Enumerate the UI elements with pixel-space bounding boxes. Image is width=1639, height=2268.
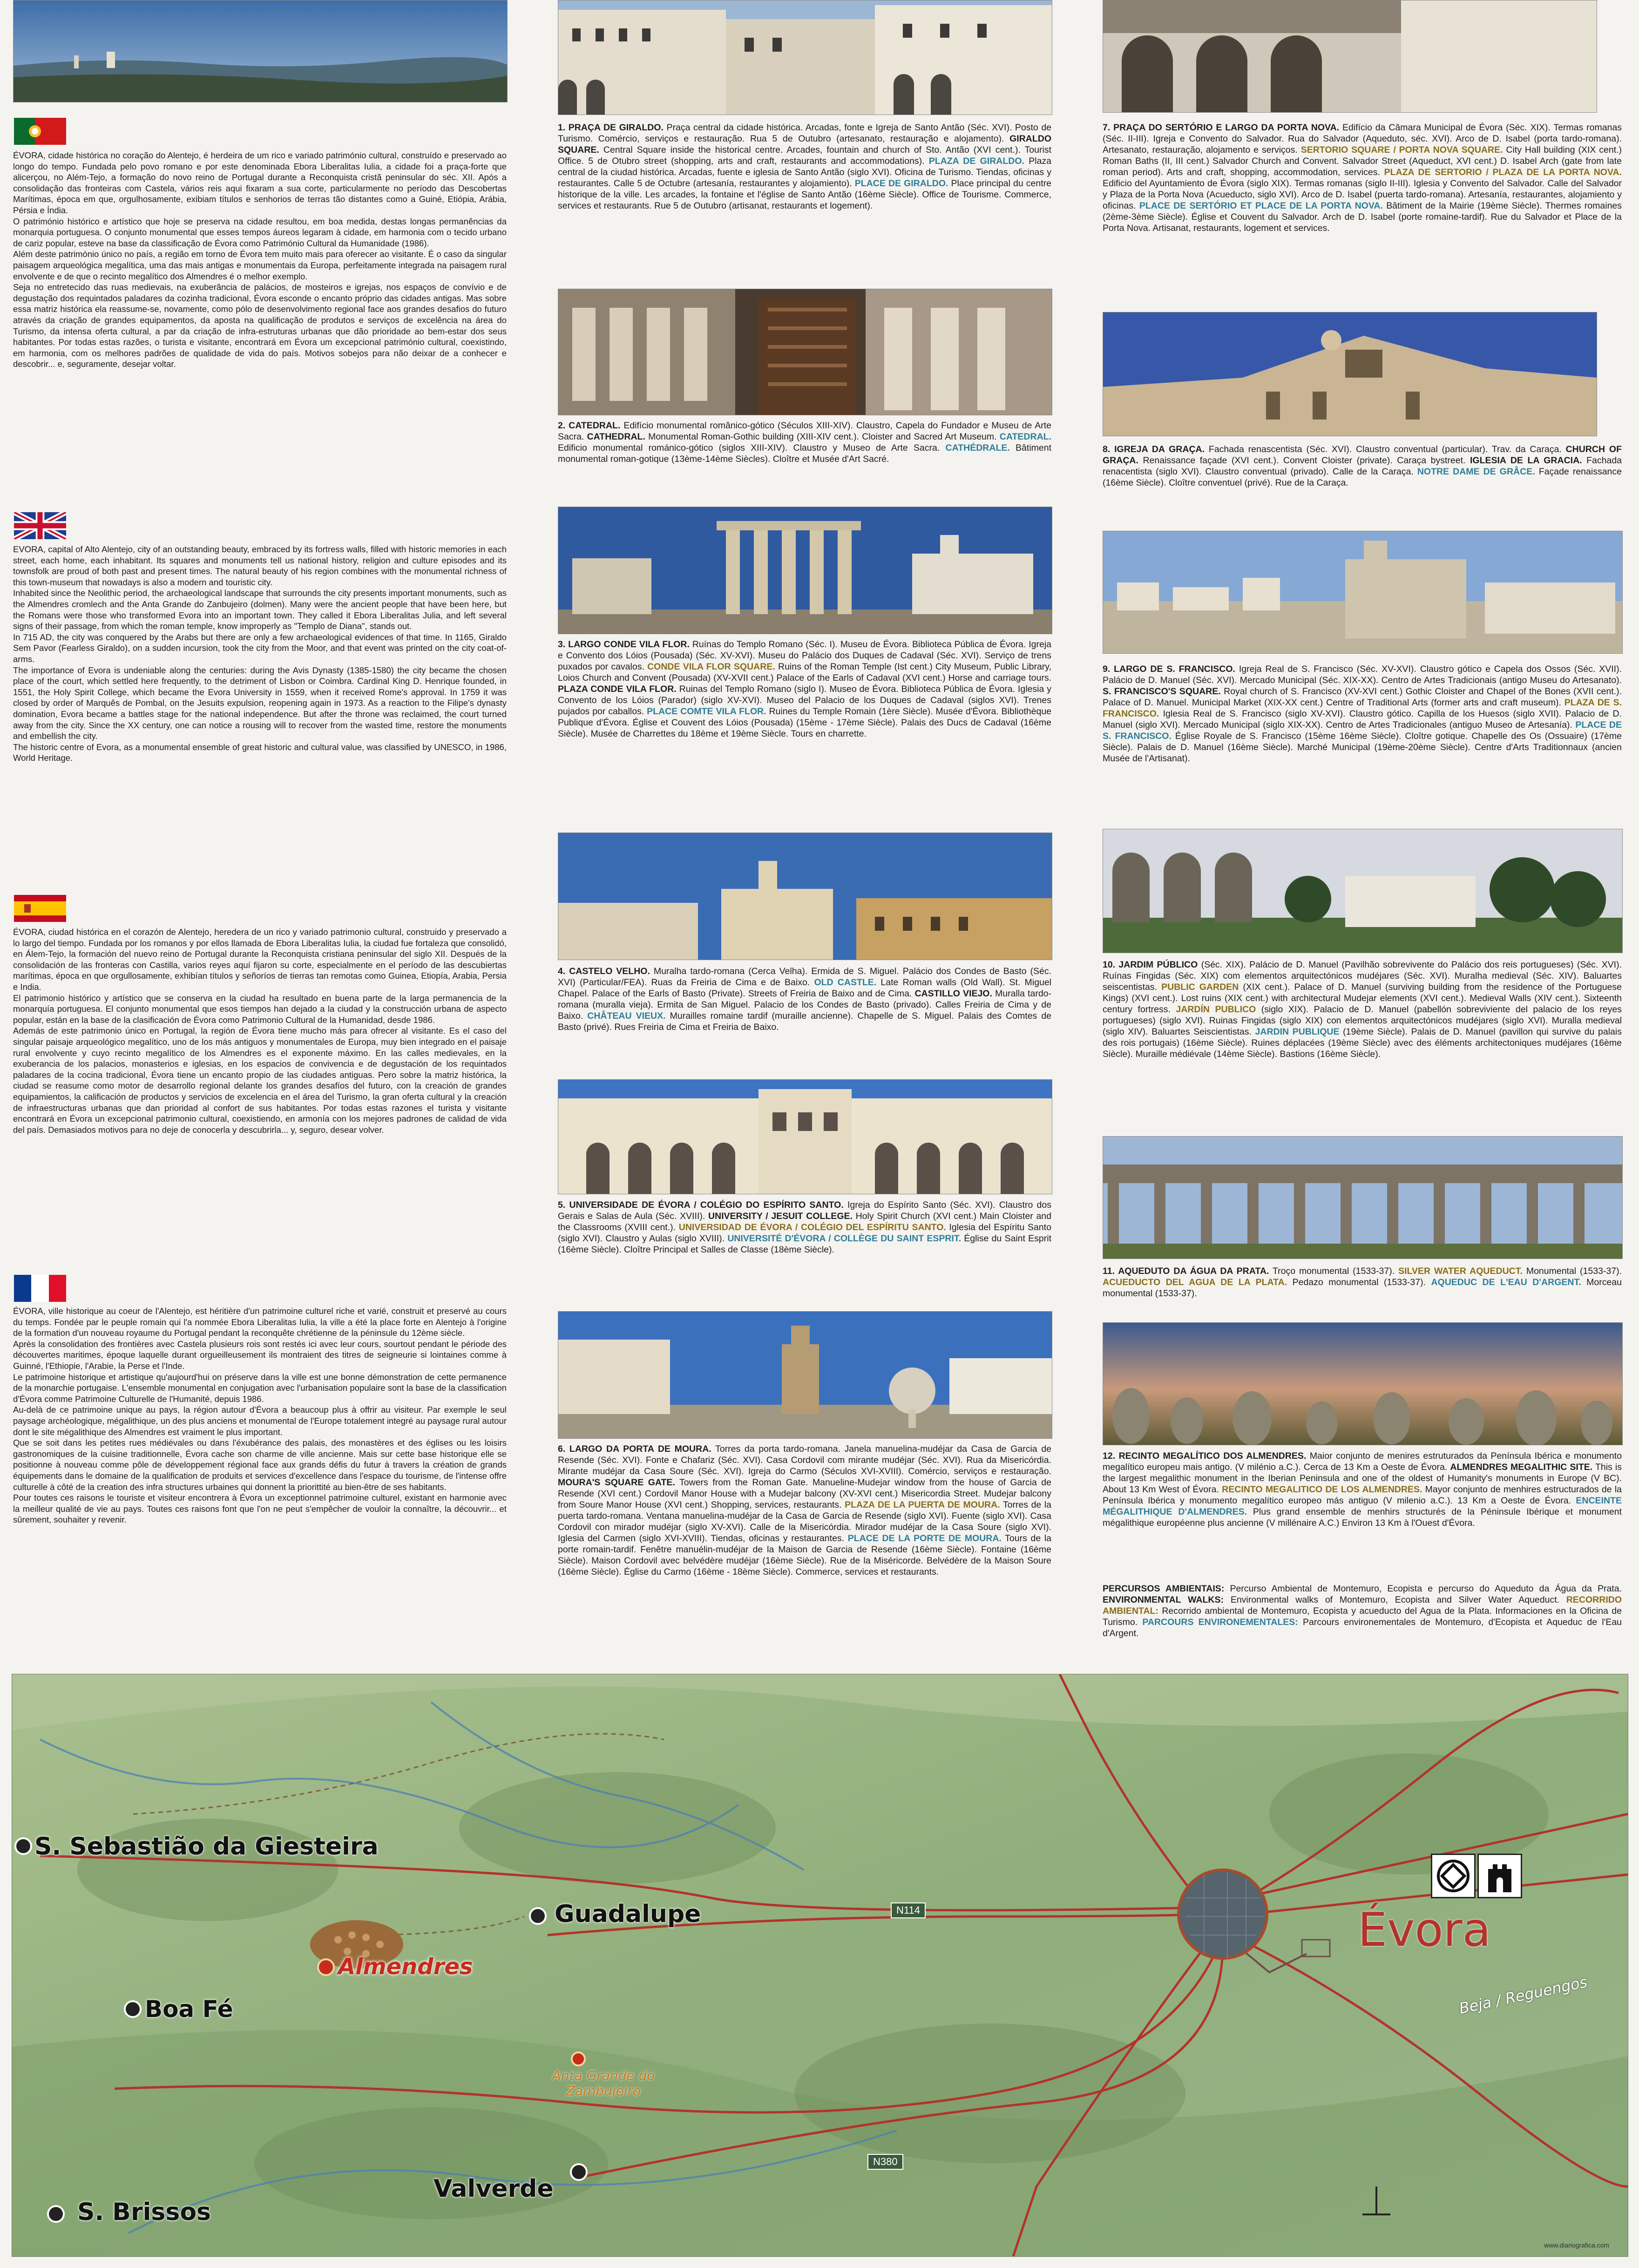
site-10-en-heading: PUBLIC GARDEN: [1161, 982, 1239, 992]
place-label-anta: Anta Grande do Zambujeiro: [552, 2068, 655, 2099]
site-5-es-heading: UNIVERSIDAD DE ÉVORA / COLÉGIO DEL ESPÍRITU SANTO.: [678, 1222, 946, 1232]
brissos-marker-icon: [47, 2205, 65, 2223]
site-8-pt: Fachada renascentista (Séc. XVI). Claustro conventual (particular). Trav. da Caraça.: [1208, 444, 1562, 454]
almendres-marker-icon: [317, 1958, 335, 1976]
site-12-en: This is the largest megalithic monument in the Iberian Peninsula and one of the oldest of Humanity's monuments in Europe (V BC). About 13 Km West of Évora.: [1103, 1462, 1622, 1495]
site-2-heading: 2. CATEDRAL.: [558, 420, 621, 431]
site-9-heading: 9. LARGO DE S. FRANCISCO.: [1103, 664, 1235, 674]
site-9-es-heading: PLAZA DE S. FRANCISCO.: [1103, 697, 1622, 719]
fr-paragraph-5: Que se soit dans les petites rues médiévales ou dans l'éxubérance des palais, des monastères et des églises ou les loisirs gastronomiques de la cuisine traditionnelle, Évora cache son charme de ville ancienne. Mais sur cette base historique elle se positionne à nouveau comme pôle de développement régional face aux grands défis du futur à travers la création de grands équipements dans le domaine de la qualification de produits et services d'excellence dans l'espace du tourisme, de l'intense offre culturelle à côté de la creation des infra structures urbaines qui donnent la priorittité au bien-être de ses habitants.: [13, 1438, 507, 1492]
walks-heading: PERCURSOS AMBIENTAIS:: [1103, 1584, 1225, 1594]
region-map: [12, 1674, 1628, 2257]
universidade-photo: [558, 1079, 1052, 1194]
pt-paragraph-2: O património histórico e artístico que hoje se preserva na cidade resultou, em boa medida, destas longas permanências da monarquia portuguesa. O conjunto monumental que esses tempos áureos legaram à cidade, em harmonia com o tecido urbano de cariz popular, esteve na base da classificação de Évora como Património Cultural da Humanidade (1986).: [13, 216, 507, 248]
site-9-en: Royal church of S. Francisco (XV-XVI cent.) Gothic Cloister and Chapel of the Bones (XVII cent.). Palace of D. Manuel. Municipal Market (XIX-XX cent.) Centre of Traditional Arts (former arts and craft museum).: [1103, 686, 1622, 708]
road-n114-label: N114: [891, 1902, 926, 1918]
site-11-es: Pedazo monumental (1533-37).: [1292, 1277, 1426, 1287]
english-intro: [13, 544, 507, 764]
site-8-es: Fachada renacentista (siglo XVI). Claustro conventual (privado). Calle de la Caraça.: [1103, 455, 1622, 477]
site-4-heading: 4. CASTELO VELHO.: [558, 966, 650, 976]
site-10-fr-heading: JARDIN PUBLIQUE: [1255, 1027, 1340, 1037]
site-2-fr: Bâtiment monumental roman-gotique (13ème-14ème Siècles). Cloître et Musée d'Art Sacré.: [558, 443, 1051, 464]
place-label-boafe: Boa Fé: [145, 1996, 233, 2023]
site-11-fr: Morceau monumental (1533-37).: [1103, 1277, 1622, 1299]
site-12-pt: Maior conjunto de menires estruturados da Península Ibérica e monumento megalítico europeu mais antigo. (V milénio a.C.). Cerca de 13 Km a Oeste de Évora.: [1103, 1451, 1622, 1472]
pt-paragraph-4: Seja no entretecido das ruas medievais, na exuberância de palácios, de mosteiros e igrejas, nos espaços de convívio e de degustação dos requintados paladares da cozinha tradicional, Évora esconde o encanto próprio das cidades antigas. Mas sobre essa matriz histórica ela reassume-se, novamente, como pólo de desenvolvimento regional face aos grandes desafios do futuro através da criação de grandes equipamentos, da aposta na qualificação de produtos e serviços de excelência na área do Turismo, da intensa oferta cultural, a par da criação de infra-estruturas urbanas que dão prioridade ao bem-estar dos seus habitantes. Por todas estas razões, o turista e visitante, encontrará em Évora um excepcional património cultural, coexistindo, em harmonia, com os melhores padrões de qualidade de vida do país. Motivos sobejos para não deixar de a conhecer e descobrir... e, seguramente, desejar voltar.: [13, 282, 507, 369]
site-3-fr-heading: PLACE COMTE VILA FLOR.: [647, 706, 766, 717]
anta-marker-icon: [571, 2051, 586, 2066]
aqueduto-photo: [1103, 1136, 1623, 1259]
site-3-heading: 3. LARGO CONDE VILA FLOR.: [558, 639, 690, 650]
es-paragraph-3: Además de este patrimonio único en Portugal, la región de Évora tiene mucho más para ofrecer al visitante. Es el caso del singular paisaje arqueológico megalítico, uno de los más antiguos y monumentales de Europa, muy bien integrado en el paisaje rural envolvente y cuyo recinto megalítico de los Almendres es el exponente máximo. En las calles medievales, en la exuberancia de los palacios, monasterios e iglesias, en los espacios de convivencia e de degustación de los requintados paladares de la cocina tradicional, Évora tiene un encanto propio de las ciudades antiguas. Pero sobre la matriz histórica, la ciudad se reasume como motor de desarrollo regional delante los grandes desafíos del futuro, con la creación de grandes equipamientos, la calificación de productos y servicios de excelencia en el área del Turismo, la gran oferta cultural y la creación de infraestructuras urbanas que dan prioridad al confort de sus habitantes. Por todas estas razones el turista y visitante encontrará en Évora un excepcional patrimonio cultural, coexistiendo, en armonía con los mejores padrones de calidad de vida del país. Demasiados motivos para no deje de conocerla y descubrirla... y, seguro, desear volver.: [13, 1026, 507, 1135]
en-paragraph-1: EVORA, capital of Alto Alentejo, city of an outstanding beauty, embraced by its fortress walls, filled with historic memories in each street, each home, each inhabitant. Its squares and monuments tell us national history, religion and culture episodes and its townsfolk are proud of both past and present times. The natural beauty of his region combines with the monumental richness of this town-museum that nowadays is also a modern and touristic city.: [13, 544, 507, 587]
site-8-fr-heading: NOTRE DAME DE GRÂCE.: [1417, 467, 1535, 477]
place-label-guadalupe: Guadalupe: [555, 1900, 701, 1928]
site-10-es: (siglo XIX). Palacio de D. Manuel (pabellón sobreviviente del palacio de los reyes portugueses) (siglo XVI). Ruinas Fingidas (siglo XIX) con elementos arquitectónicos mudéjares (siglo XVI). Muralla medieval (siglo XIV). Baluartes Seiscientistas.: [1103, 1004, 1622, 1037]
walks-fr: Parcours environementales de Montemuro, d'Ecopista et Aqueduc de l'Eau d'Argent.: [1103, 1617, 1622, 1638]
praca-de-giraldo-photo: [558, 0, 1052, 115]
site-5-en-heading: UNIVERSITY / JESUIT COLLEGE.: [708, 1211, 853, 1221]
site-6-es-heading: PLAZA DE LA PUERTA DE MOURA.: [845, 1500, 1000, 1510]
site-4-pt: Muralha tardo-romana (Cerca Velha). Ermida de S. Miguel. Palácio dos Condes de Basto (Séc. XVI) (Particular/FEA). Ruas da Freiria de Cima e de Baixo.: [558, 966, 1052, 988]
site-5-fr-heading: UNIVERSITÉ D'ÉVORA / COLLÈGE DU SAINT ESPRIT.: [727, 1233, 962, 1244]
spain-flag-icon: [14, 895, 66, 922]
largo-s-francisco-photo: [1103, 531, 1623, 654]
walks-pt: Percurso Ambiental de Montemuro, Ecopista e percurso do Aqueduto da Água da Prata.: [1230, 1584, 1622, 1594]
pt-paragraph-1: ÉVORA, cidade histórica no coração do Alentejo, é herdeira de um rico e variado património cultural, construído e preservado ao longo do tempo. Fundada pelo povo romano e por este denominada Ebora Liberalitas Iulia, a cidade foi a praça-forte que alicerçou, no Além-Tejo, a formação do novo reino de Portugal durante a Reconquista cristã peninsular do séc. XII. Após a consolidação das fronteiras com Castela, vários reis aqui fixaram a sua corte, particularmente no período das Descobertas Marítimas, época em que, orgulhosamente, exibiam títulos e senhorios de terras tão distantes como a Guiné, Etiópia, Arábia, Pérsia e Índia.: [13, 150, 507, 215]
site-9-es: Iglesia Real de S. Francisco (siglo XV-XVI). Claustro gótico. Capilla de los Huesos (siglo XVII). Palacio de D. Manuel (siglo XVI). Mercado Municipal (siglo XIX-XX). Centro de Artes Tradicionales (antiguo Museo de Artesanía).: [1103, 709, 1622, 730]
site-8-fr: Façade renaissance (16ème Siècle). Cloître conventuel (privé). Rue de la Caraça.: [1103, 467, 1622, 488]
site-12-description: [1103, 1450, 1622, 1529]
site-6-description: [558, 1443, 1051, 1577]
map-credit: www.diariografica.com: [1544, 2241, 1610, 2249]
road-n380-label: N380: [867, 2154, 903, 2170]
site-8-description: [1103, 444, 1622, 488]
site-7-es-heading: PLAZA DE SERTORIO / PLAZA DE LA PORTA NOVA.: [1384, 167, 1622, 177]
boafe-marker-icon: [124, 2000, 142, 2018]
fr-paragraph-6: Pour toutes ces raisons le touriste et visiteur encontrera à Évora un exceptionnel patrimoine culturel, existant en harmonie avec la meilleur qualité de vie au pays. Toutes ces raisons font que l'on ne peut s'empêcher de vouloir la connaître, la découvrir... et sûrement, souhaiter y revenir.: [13, 1493, 507, 1525]
site-5-es: Iglesia del Espíritu Santo (siglo XVI). Claustro y Aulas (siglo XVIII).: [558, 1222, 1052, 1244]
walks-en: Environmental walks of Montemuro, Ecopista and Silver Water Aqueduct.: [1230, 1595, 1560, 1605]
site-6-en-heading: MOURA'S SQUARE GATE.: [558, 1477, 675, 1488]
environmental-walks-description: [1103, 1583, 1622, 1639]
valverde-marker-icon: [570, 2163, 588, 2181]
site-5-fr: Église du Saint Esprit (16ème Siècle). Cloître Principal et Salles de Classe (18ème Siècle).: [558, 1233, 1051, 1255]
sebastiao-marker-icon: [14, 1837, 32, 1855]
fr-paragraph-2: Après la consolidation des frontières avec Castela plusieurs rois sont restés ici avec leur cours, sourtout pendant le période des découvertes maritimes, époque laquelle durant orgueilleusement ils montraient des titres de seigneurie si lointaines comme à Guinné, l'Ethiopie, l'Arabie, la Perse et l'Inde.: [13, 1339, 507, 1371]
site-4-es-heading: CASTILLO VIEJO.: [914, 988, 992, 999]
es-paragraph-1: ÉVORA, ciudad histórica en el corazón de Alentejo, heredera de un rico y variado patrimonio cultural, construido y preservado a lo largo del tiempo. Fundada por los romanos y por ellos llamada de Ebora Liberalitas Iulia, la ciudad fue fortaleza que consolidó, en Álem-Tejo, la formación del nuevo reino de Portugal durante la Reconquista cristiana peninsular del siglo XII. Después de la consolidación de las fronteras con Castilla, varios reyes aquí fijaron su corte, especialmente en el período de las descubiertas marítimas, época en que orgullosamente, exhibían títulos y señoríos de tierras tan remotas como Guinea, Etiopía, Arabia, Persia e India.: [13, 927, 507, 992]
site-3-description: [558, 639, 1051, 739]
site-7-es: Edificio del Ayuntamiento de Évora (siglo XIX). Termas romanas (siglo II-III). Iglesia y Convento del Salvador. Calle del Salvador y Plaza de la Porta Nova (Acueducto, siglo XVI). Arco de D. Isabel (puerta tardo-romana). Artesanía, restaurantes, alojamiento y oficinas.: [1103, 178, 1622, 211]
site-2-pt: Edifício monumental românico-gótico (Séculos XIII-XIV). Claustro, Capela do Fundador e Museu de Arte Sacra.: [558, 420, 1051, 442]
place-label-almendres: Almendres: [338, 1954, 473, 1980]
site-11-pt: Troço monumental (1533-37).: [1272, 1266, 1395, 1276]
site-6-fr-heading: PLACE DE LA PORTE DE MOURA.: [847, 1533, 1002, 1544]
place-label-sebastiao: S. Sebastião da Giesteira: [34, 1833, 379, 1861]
site-1-description: [558, 122, 1051, 211]
site-7-pt: Edifício da Câmara Municipal de Évora (Séc. XIX). Termas romanas (Séc. II-III). Igreja e Convento do Salvador. Rua do Salvador (Aqueduto, séc. XVI). Arco de D. Isabel (porta tardo-romana). Artesanato, restauração, alojamento e serviços.: [1103, 122, 1622, 155]
almendres-photo: [1103, 1322, 1623, 1445]
site-4-description: [558, 966, 1051, 1033]
site-3-fr: Ruines du Temple Romain (1ère Siècle). Musée d'Évora. Bibliothèque Publique d'Évora. Église et Couvent des Lóios (Pousada) (15ème - 17ème Siècle). Palais des Ducs de Cadaval (16ème Siècle). Musée de Charrettes du 18ème et 19ème Siècle. Tours en charrette.: [558, 706, 1052, 739]
site-5-heading: 5. UNIVERSIDADE DE ÉVORA / COLÉGIO DO ESPÍRITO SANTO.: [558, 1200, 844, 1210]
site-6-heading: 6. LARGO DA PORTA DE MOURA.: [558, 1444, 711, 1454]
site-11-en: Monumental (1533-37).: [1526, 1266, 1622, 1276]
france-flag-icon: [14, 1275, 66, 1302]
uk-flag-icon: [14, 512, 66, 539]
porta-de-moura-photo: [558, 1311, 1052, 1439]
site-2-en-heading: CATHEDRAL.: [587, 432, 645, 442]
site-2-fr-heading: CATHÉDRALE.: [945, 443, 1010, 453]
praca-do-sertorio-photo: [1103, 0, 1597, 113]
site-7-description: [1103, 122, 1622, 234]
conde-vila-flor-photo: [558, 507, 1052, 634]
site-4-en-heading: OLD CASTLE.: [814, 977, 877, 988]
site-3-es: Ruinas del Templo Romano (siglo I). Museo de Évora. Biblioteca Pública de Évora. Iglesia y Convento de los Lóios (Parador) (siglo XV-XVI). Museo del Palacio de los Duques de Cadaval (siglos XVI). Trenes pujados por caballos.: [558, 684, 1051, 717]
place-label-beja: Beja / Reguengos: [1457, 1973, 1589, 2018]
igreja-da-graca-photo: [1103, 312, 1597, 436]
site-10-fr: (19ème Siècle). Palais de D. Manuel (pavillon qui survive du palais des rois portugais) (16ème Siècle). Ruines déplacées (19ème Siècle) avec des éléments architectoniques mudéjares (16ème Siècle). Muraille médiévale (14ème Siècle). Bastions (16ème Siècle).: [1103, 1027, 1622, 1059]
site-4-fr: Murailles romaine tardif (muraille ancienne). Chapelle de S. Miguel. Palais des Comtes de Basto (privé). Rues Freiria de Cima et Freiria de Baixo.: [558, 1011, 1052, 1032]
site-5-en: Holy Spirit Church (XVI cent.) Main Cloister and the Classrooms (XVIII cent.).: [558, 1211, 1051, 1232]
site-7-heading: 7. PRAÇA DO SERTÓRIO E LARGO DA PORTA NOVA.: [1103, 122, 1340, 133]
en-paragraph-2: Inhabited since the Neolithic period, the archaeological landscape that surrounds the city presents important monuments, such as the Almendres cromlech and the Anta Grande do Zanbujeiro (dolmen). Many were the ancient people that have been here, but the Romans were those who transformed Evora into an important town. They called it Ebora Liberalitas Julia, and left several signs of their passage, from which the roman temple, know improperly as "Templo de Diana", stands out.: [13, 588, 507, 631]
portugal-flag-icon: [14, 118, 66, 145]
site-11-en-heading: SILVER WATER AQUEDUCT.: [1398, 1266, 1523, 1276]
site-10-description: [1103, 959, 1622, 1060]
site-3-en: Ruins of the Roman Temple (Ist cent.) City Museum, Public Library, Loios Church and Convent (Pousada) (XV-XVII cent.) Palace of the Earls of Cadaval (XVI cent.) Horse and carriage tours.: [558, 662, 1052, 683]
site-1-es: Plaza central de la ciudad histórica. Arcadas, fuente e iglesia de Santo Antão (siglo XVI). Oficina de Turismo. Tiendas, oficinas y restaurantes. Calle 5 de Octubre (artesanía, restaurantes y alojamiento).: [558, 156, 1052, 189]
site-4-fr-heading: CHÂTEAU VIEUX.: [587, 1011, 666, 1021]
site-8-en-heading: CHURCH OF GRAÇA.: [1103, 444, 1622, 466]
site-9-pt: Igreja Real de S. Francisco (Séc. XV-XVI). Claustro gótico e Capela dos Ossos (Séc. XVII). Palácio de D. Manuel (Séc. XVI). Mercado Municipal (Séc. XIX-XX). Centro de Artes Tradicionais (antigo Museu do Artesanato).: [1103, 664, 1622, 685]
site-2-es-heading: CATEDRAL.: [999, 432, 1051, 442]
site-6-es: Torres de la puerta tardo-romana. Ventana manuelina-mudéjar de la Casa de Garcia de Resende (siglo XVI). Fuente (siglo XVI). Casa Cordovil con mirador mudéjar (siglo XV-XVI). Calle de la Misericórdia. Mirador mudéjar de la Casa Soure (siglo XVI). Iglesia del Carmen (siglo XVI-XVIII). Tiendas, oficinas y restaurantes.: [558, 1500, 1051, 1544]
site-3-en-heading: CONDE VILA FLOR SQUARE.: [647, 662, 775, 672]
fr-paragraph-4: Au-delà de ce patrimoine unique au pays, la région autour d'Évora a beaucoup plus à offrir au visiteur. Par exemple le seul paysage archéologique, mégalithique, un des plus anciens et monumental de l'Europe totalement integré au paysage rural autour dont le site mégalithique des Almendres est vraiment le plus important.: [13, 1405, 507, 1437]
site-1-es-heading: PLAZA DE GIRALDO.: [928, 156, 1024, 166]
evora-tower-logo-icon: [1477, 1854, 1522, 1898]
site-8-en: Renaissance façade (XVI cent.). Convent Cloister (private). Caraça bystreet.: [1143, 455, 1466, 466]
portuguese-intro: [13, 150, 507, 370]
french-intro: [13, 1306, 507, 1525]
site-1-pt: Praça central da cidade histórica. Arcadas, fonte e Igreja de Santo Antão (Séc. XVI). Posto de Turismo. Comércio, serviços e restauração. Rua 5 de Outubro (artesanato, restauração e alojamento).: [558, 122, 1052, 144]
pt-paragraph-3: Além deste património único no país, a região em torno de Évora tem muito mais para oferecer ao visitante. É o caso da singular paisagem arqueológica megalítica, uma das mais antigas e monumentais da Europa, perfeitamente integrada na paisagem rural envolvente e de que o recinto megalítico dos Almendres é o melhor exemplo.: [13, 249, 507, 281]
en-paragraph-4: The importance of Evora is undeniable along the centuries: during the Avis Dynasty (1385-1580) the city became the chosen place of the court, which settled here frequently, to the detriment of Lisbon or Coimbra. Cardinal King D. Henrique founded, in 1551, the Holy Spirit College, which became the Evora University in 1559, when it received Rome's approval. In 1759 it was closed by order of Marquês de Pombal, on the Jesuits expulsion, reopening again in 1973. As a reaction to the Filipe's dynasty domination, Evora became a battles stage for the national independence. But after the throne was reclaimed, the court turned away from the city. Since the XX century, one can notice a rousing will to recover from the wasted time, restore the monuments and embellish the city.: [13, 665, 507, 741]
world-heritage-icon: [1431, 1854, 1476, 1898]
site-1-en: Central Square inside the historical centre. Arcades, fountain and church of Sto. Antão (XVI cent.). Tourist Office. 5 de Otubro street (shopping, arts and craft, restaurants and accommodations).: [558, 145, 1051, 166]
walks-es: Recorrido ambiental de Montemuro, Ecopista y acueducto del Agua de la Plata. Informaciones en la Oficina de Turismo.: [1103, 1606, 1622, 1627]
site-1-fr: Place principal du centre historique de la ville. Les arcades, la fontaine et l'église de Santo Antão (16ème Siècle). Office de Tourisme. Commerce, services et restaurants. Rue 5 de Outubro (artisanat, restaurants et logement).: [558, 178, 1052, 211]
site-12-es: Mayor conjunto de menhires estructurados de la Península Ibérica y monumento megalítico europeo más antiguo (V milenio a.C.). 13 Km a Oeste de Évora.: [1103, 1484, 1622, 1506]
site-6-pt: Torres da porta tardo-romana. Janela manuelina-mudéjar da Casa de Garcia de Resende (Séc. XVI). Fonte e Chafariz (Séc. XVI). Casa Cordovil com mirante mudéjar (Séc. XVI). Rua da Misericórdia. Mirante mudéjar da Casa Soure (Séc. XVI). Igreja do Carmo (Séculos XVI-XVIII). Comércio, serviços e restauração.: [558, 1444, 1051, 1476]
site-1-fr-heading: PLACE DE GIRALDO.: [854, 178, 948, 189]
walks-en-heading: ENVIRONMENTAL WALKS:: [1103, 1595, 1224, 1605]
site-9-en-heading: S. FRANCISCO'S SQUARE.: [1103, 686, 1221, 697]
site-3-pt: Ruínas do Templo Romano (Séc. I). Museu de Évora. Biblioteca Pública de Évora. Igreja e Convento dos Lóios (Pousada) (Séc. XV-XVI). Museu do Palácio dos Duques de Cadaval (Séc. XVI). Serviço de trens puxados por cavalos.: [558, 639, 1052, 672]
site-9-description: [1103, 663, 1622, 764]
site-2-description: [558, 420, 1051, 465]
site-4-en: Late Roman walls (Old Wall). St. Miguel Chapel. Palace of the Earls of Basto (Private). Streets of Freiria de Baixo and de Cima.: [558, 977, 1052, 999]
jardim-publico-photo: [1103, 829, 1623, 953]
place-label-brissos: S. Brissos: [77, 2198, 211, 2226]
site-1-heading: 1. PRAÇA DE GIRALDO.: [558, 122, 664, 133]
es-paragraph-2: El patrimonio histórico y artístico que se conserva en la ciudad ha resultado en buena parte de la larga permanencia de la monarquía portuguesa. El conjunto monumental que esos tiempos han dejado a la ciudad y la construcción urbana de aspecto popular, están en la base de la clasificación de Évora como Patrimonio Cultural de la Humanidad, desde 1986.: [13, 993, 507, 1025]
place-label-evora: Évora: [1358, 1902, 1491, 1957]
site-7-fr-heading: PLACE DE SERTÓRIO ET PLACE DE LA PORTA NOVA.: [1139, 201, 1383, 211]
site-11-description: [1103, 1266, 1622, 1299]
site-4-es: Muralla tardo-romana (muralla vieja). Ermita de San Miguel. Palacio de los Condes de Basto (privado). Calles Freiria de Cima y de Baixo.: [558, 988, 1051, 1021]
site-11-es-heading: ACUEDUCTO DEL AGUA DE LA PLATA.: [1103, 1277, 1287, 1287]
site-11-heading: 11. AQUEDUTO DA ÁGUA DA PRATA.: [1103, 1266, 1269, 1276]
en-paragraph-5: The historic centre of Evora, as a monumental ensemble of great historic and cultural value, was classified by UNESCO, in 1986, World Heritage.: [13, 742, 507, 763]
site-10-heading: 10. JARDIM PÚBLICO: [1103, 960, 1198, 970]
site-3-es-heading: PLAZA CONDE VILA FLOR.: [558, 684, 677, 694]
spanish-intro: [13, 927, 507, 1135]
guadalupe-marker-icon: [529, 1907, 547, 1925]
walks-es-heading: RECORRIDO AMBIENTAL:: [1103, 1595, 1622, 1616]
en-paragraph-3: In 715 AD, the city was conquered by the Arabs but there are only a few archaeological evidences of that time. In 1165, Giraldo Sem Pavor (Fearless Giraldo), on a sudden incursion, took the city from the Moor, and that event was printed on the city coat-of-arms.: [13, 632, 507, 664]
site-1-en-heading: GIRALDO SQUARE.: [558, 134, 1051, 155]
site-10-es-heading: JARDÍN PUBLICO: [1176, 1004, 1256, 1015]
site-11-fr-heading: AQUEDUC DE L'EAU D'ARGENT.: [1431, 1277, 1581, 1287]
catedral-photo: [558, 289, 1052, 415]
site-12-heading: 12. RECINTO MEGALÍTICO DOS ALMENDRES.: [1103, 1451, 1307, 1461]
site-12-fr: Plus grand ensemble de menhirs structurés de la Péninsule Ibérique et monument mégalithique européenne plus ancienne (V millénaire A.C.) Environ 13 Km à l'Ouest d'Évora.: [1103, 1507, 1622, 1528]
place-label-valverde: Valverde: [433, 2175, 554, 2203]
site-10-pt: (Séc. XIX). Palácio de D. Manuel (Pavilhão sobrevivente do Palácio dos reis portugueses) (Séc. XVI). Ruínas Fingidas (Séc. XIX) com elementos arquitectónicos mudéjares (Séc. XVI). Muralha medieval (Séc. XIV). Baluartes seiscentistas.: [1103, 960, 1622, 992]
site-12-en-heading: ALMENDRES MEGALITHIC SITE.: [1450, 1462, 1593, 1472]
site-8-es-heading: IGLESIA DE LA GRACIA.: [1470, 455, 1582, 466]
site-2-es: Edificio monumental románico-gótico (siglos XIII-XIV). Claustro y Museo de Arte Sacra.: [558, 443, 940, 453]
site-6-en: Towers from the Roman Gate. Manueline-Mudejar window from the house of Garcia de Resende (XVI cent.) Cordovil Manor House with a Mudejar balcony (XV-XVI cent.) Misericordia Street. Mudejar balcony from Soure Manor House (XVI cent.) Shopping, services, restaurants.: [558, 1477, 1051, 1510]
site-10-en: (XIX cent.). Palace of D. Manuel (surviving building from the residence of the Portuguese Kings) (XVI cent.). Lost ruins (XIX cent.) with architectural Mudejar elements (XVI cent.). Medieval Walls (XIV cent.). Sixteenth century fortress.: [1103, 982, 1622, 1015]
fr-paragraph-1: ÉVORA, ville historique au coeur de l'Alentejo, est héritière d'un patrimoine culturel riche et varié, construit et preservé au cours du temps. Fondée par le peuple romain qui l'a nommée Ebora Liberalitas Iulia, la ville a été la place forte en Alentejo à l'origine de la formation d'un nouveau royaume du Portugal pendant la reconquête chrétienne de la péninsule du 12ème siècle.: [13, 1306, 507, 1338]
fr-paragraph-3: Le patrimoine historique et artistique qu'aujourd'hui on préserve dans la ville est une bonne démonstration de cette permanence de la monarchie portugaise. L'ensemble monumental en conjugation avec l'urbanisation populaire sont la base de la classification d'Évora comme Patrimoine Culturelle de l'Humanité, depuis 1986.: [13, 1372, 507, 1404]
walks-fr-heading: PARCOURS ENVIRONEMENTALES:: [1142, 1617, 1298, 1627]
site-7-en-heading: SERTORIO SQUARE / PORTA NOVA SQUARE.: [1300, 145, 1503, 155]
site-7-en: City Hall building (XIX cent.) Roman Baths (II, III cent.) Salvador Church and Convent. Salvador Street (Aqueduct, XVI cent.) D. Isabel Arch (gate from late roman period). Arts and craft, shopping, accommodation, services.: [1103, 145, 1622, 177]
site-5-description: [558, 1199, 1051, 1255]
castelo-velho-photo: [558, 833, 1052, 960]
site-12-fr-heading: ENCEINTE MÉGALITHIQUE D'ALMENDRES.: [1103, 1496, 1622, 1517]
site-6-fr: Tours de la porte romain-tardif. Fenêtre manuélin-mudéjar de la Maison de Garcia de Resende (16ème Siècle). Fontaine (16ème Siècle). Maison Cordovil avec belvédère mudéjar (16ème Siècle). Rue de la Miséricorde. Belvédère de la Maison Soure (16ème Siècle). Église du Carmo (16ème - 18ème Siècle). Commerce, services et restaurants.: [558, 1533, 1052, 1577]
site-12-es-heading: RECINTO MEGALITICO DE LOS ALMENDRES.: [1222, 1484, 1422, 1495]
site-9-fr-heading: PLACE DE S. FRANCISCO.: [1103, 720, 1622, 741]
site-5-pt: Igreja do Espírito Santo (Séc. XVI). Claustro dos Gerais e Salas de Aula (Séc. XVIII).: [558, 1200, 1051, 1221]
site-8-heading: 8. IGREJA DA GRAÇA.: [1103, 444, 1205, 454]
map-terrain: [12, 1674, 1628, 2256]
site-9-fr: Église Royale de S. Francisco (15ème 16ème Siècle). Cloître gotique. Chapelle des Os (Ossuaire) (17ème Siècle). Palais de D. Manuel (16ème Siècle). Marché Municipal (19ème-20ème Siècle). Centre d'Arts Traditionnaux (ancien Musée de l'Artisanat).: [1103, 731, 1622, 764]
evora-skyline-photo: [13, 0, 508, 102]
site-2-en: Monumental Roman-Gothic building (XIII-XIV cent.). Cloister and Sacred Art Museum.: [648, 432, 997, 442]
site-7-fr: Bâtiment de la Mairie (19ème Siècle). Thermes romaines (2ème-3ème Siècle). Église et Couvent du Salvador. Arch de D. Isabel (porte romaine-tardif). Rue du Salvador et Place de la Porta Nova. Artisanat, restaurants, logement et services.: [1103, 201, 1622, 233]
